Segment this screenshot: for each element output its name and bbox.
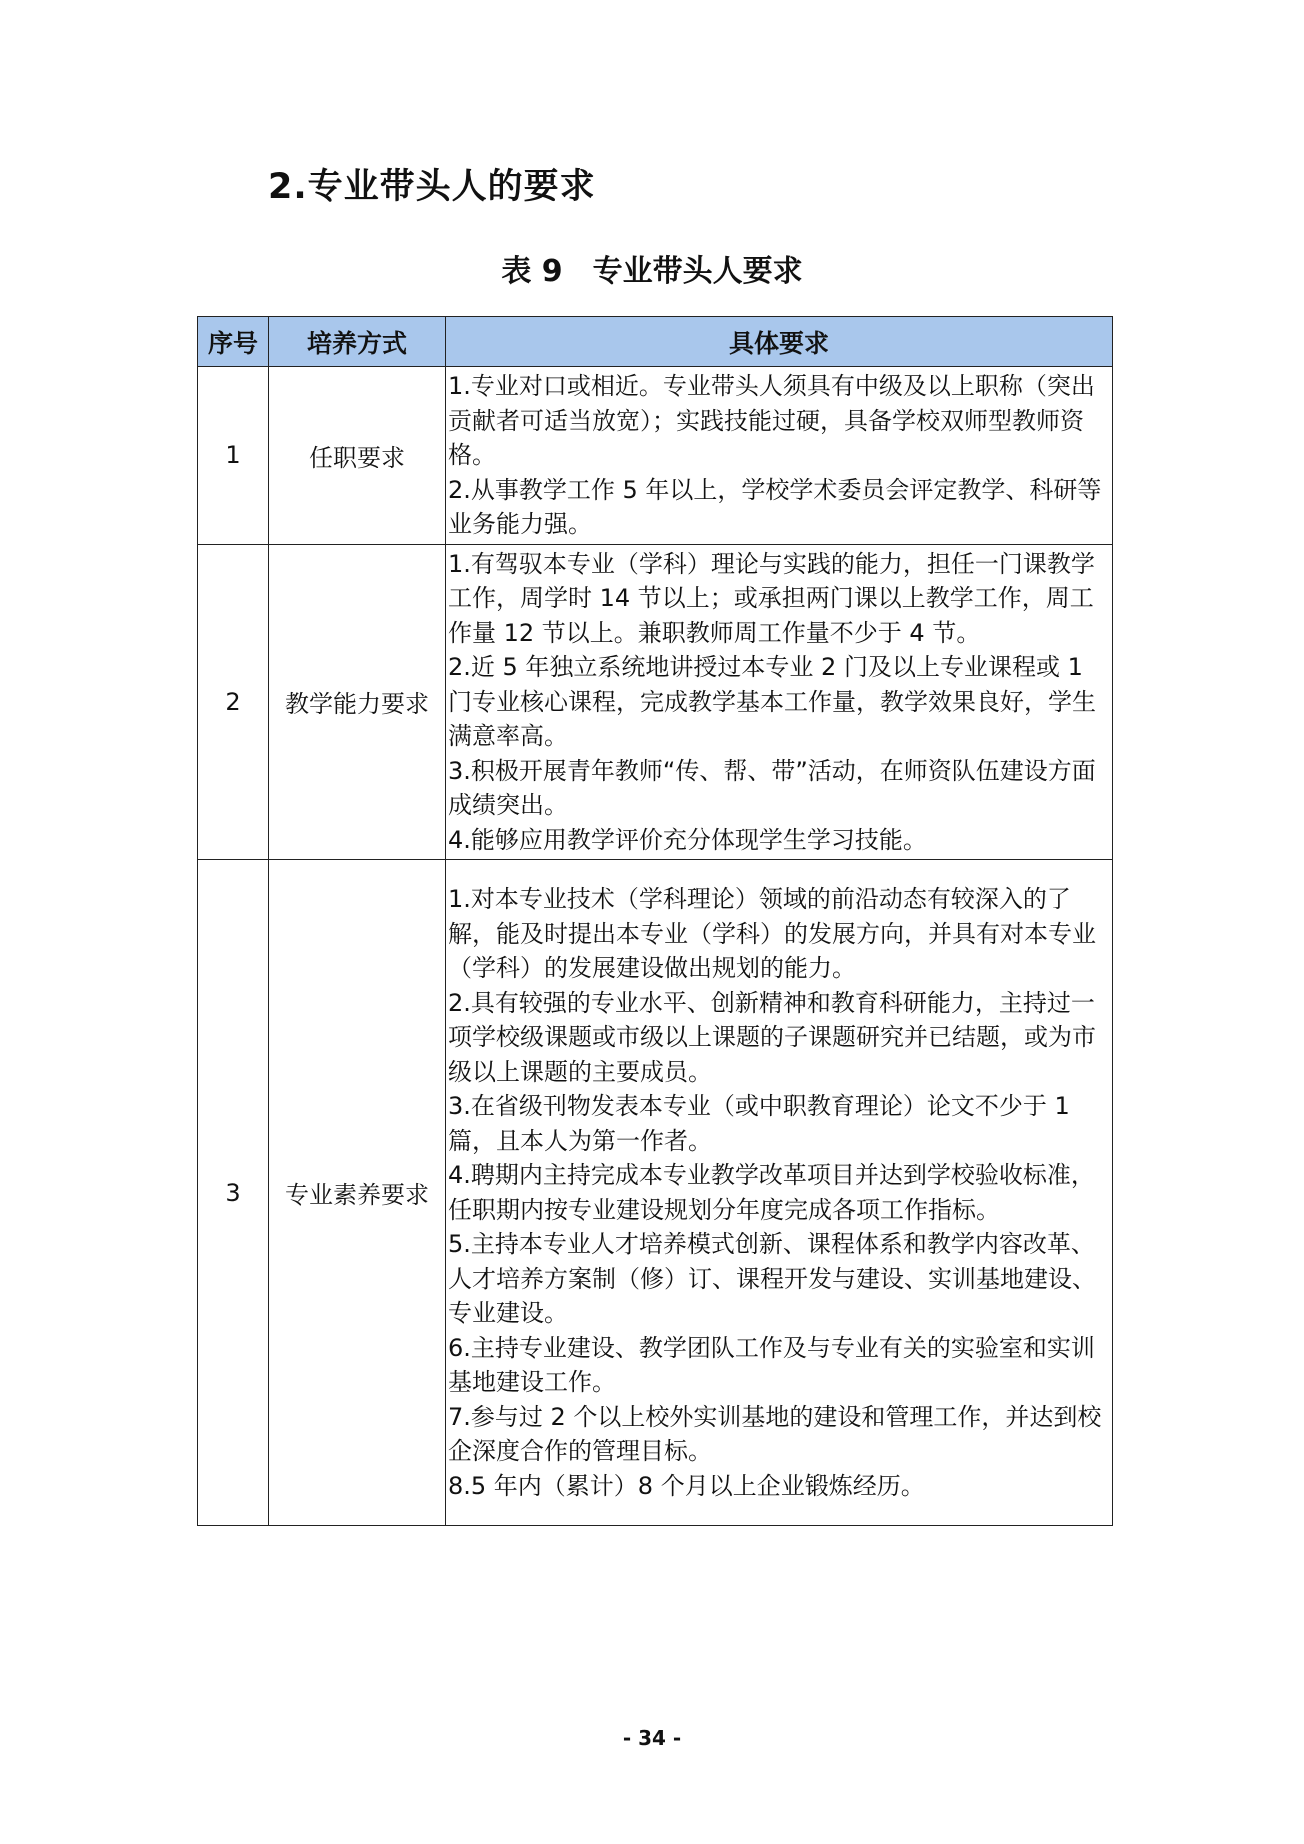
table-caption: 表 9 专业带头人要求 <box>501 254 803 289</box>
requirement-item: 2.从事教学工作 5 年以上，学校学术委员会评定教学、科研等业务能力强。 <box>448 475 1102 538</box>
page-number: - 34 - <box>622 1726 682 1750</box>
row-index: 1 <box>198 367 269 545</box>
requirement-item: 3.在省级刊物发表本专业（或中职教育理论）论文不少于 1 篇，且本人为第一作者。 <box>448 1092 1070 1155</box>
requirement-item: 2.具有较强的专业水平、创新精神和教育科研能力，主持过一项学校级课题或市级以上课题的子课题研究并已结题，或为市级以上课题的主要成员。 <box>448 988 1096 1086</box>
requirements-table <box>197 316 1113 1526</box>
requirement-item: 5.主持本专业人才培养模式创新、课程体系和教学内容改革、人才培养方案制（修）订、课程开发与建设、实训基地建设、专业建设。 <box>448 1230 1096 1327</box>
row-index: 2 <box>198 544 269 860</box>
header-index: 序号 <box>198 317 269 367</box>
requirement-item: 4.能够应用教学评价充分体现学生学习技能。 <box>448 825 927 854</box>
requirement-item: 8.5 年内（累计）8 个月以上企业锻炼经历。 <box>448 1471 925 1500</box>
requirement-item: 7.参与过 2 个以上校外实训基地的建设和管理工作，并达到校企深度合作的管理目标。 <box>448 1402 1102 1465</box>
row-mode: 专业素养要求 <box>269 860 446 1526</box>
table-row <box>198 367 1113 545</box>
table-row <box>198 860 1113 1526</box>
row-detail <box>446 860 1113 1526</box>
requirement-item: 2.近 5 年独立系统地讲授过本专业 2 门及以上专业课程或 1 门专业核心课程，完成教学基本工作量，教学效果良好，学生满意率高。 <box>448 653 1096 750</box>
table-header-row <box>198 317 1113 367</box>
requirement-item: 1.有驾驭本专业（学科）理论与实践的能力，担任一门课教学工作，周学时 14 节以上；或承担两门课以上教学工作，周工作量 12 节以上。兼职教师周工作量不少于 4 节。 <box>448 549 1095 647</box>
row-index: 3 <box>198 860 269 1526</box>
requirement-item: 3.积极开展青年教师“传、帮、带”活动，在师资队伍建设方面成绩突出。 <box>448 756 1096 819</box>
row-mode: 教学能力要求 <box>269 544 446 860</box>
section-heading: 2.专业带头人的要求 <box>268 167 596 207</box>
row-mode: 任职要求 <box>269 367 446 545</box>
row-detail <box>446 367 1113 545</box>
table-row <box>198 544 1113 860</box>
header-mode: 培养方式 <box>269 317 446 367</box>
requirement-item: 1.专业对口或相近。专业带头人须具有中级及以上职称（突出贡献者可适当放宽）；实践技能过硬，具备学校双师型教师资格。 <box>448 372 1095 469</box>
requirement-item: 4.聘期内主持完成本专业教学改革项目并达到学校验收标准，任职期内按专业建设规划分年度完成各项工作指标。 <box>448 1161 1095 1224</box>
header-detail: 具体要求 <box>446 317 1113 367</box>
requirement-item: 6.主持专业建设、教学团队工作及与专业有关的实验室和实训基地建设工作。 <box>448 1333 1095 1396</box>
row-detail <box>446 544 1113 860</box>
requirement-item: 1.对本专业技术（学科理论）领域的前沿动态有较深入的了解，能及时提出本专业（学科）的发展方向，并具有对本专业（学科）的发展建设做出规划的能力。 <box>448 885 1096 982</box>
